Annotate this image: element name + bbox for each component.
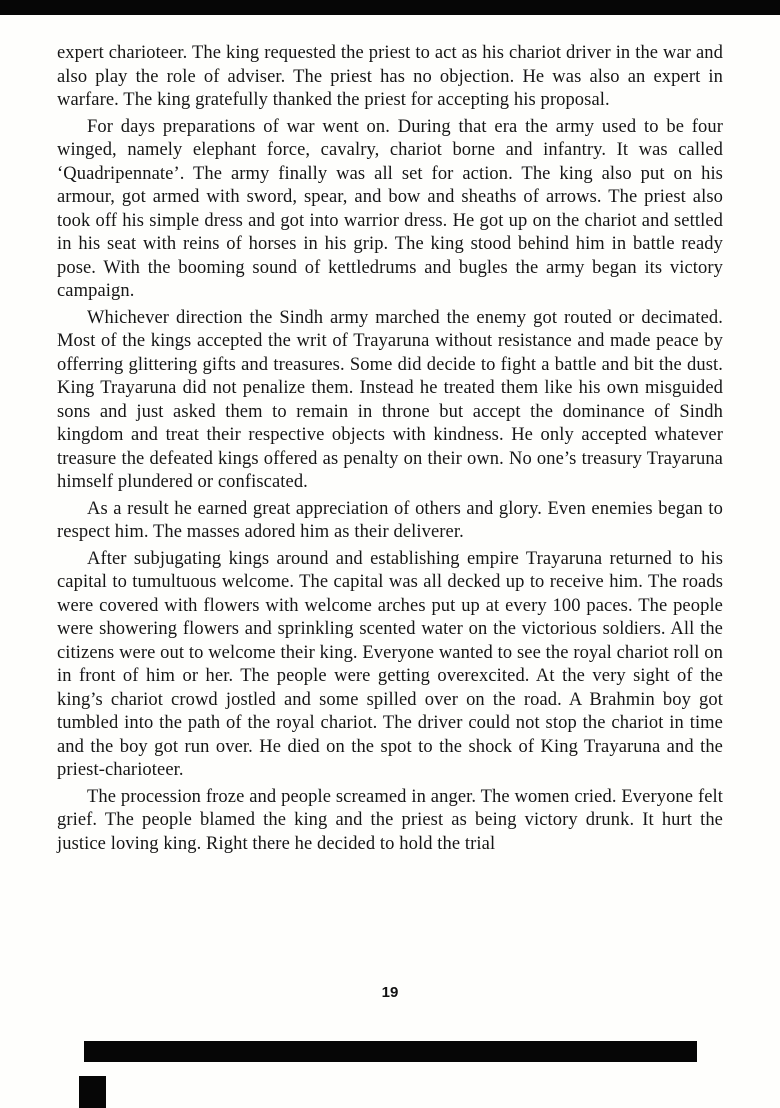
- paragraph-continuation: expert charioteer. The king requested the priest to act as his chariot driver in the war and also play the role of adviser. The priest has no objection. He was also an expert in warfare. The king gratefully thanked the priest for accepting his proposal.: [57, 43, 723, 110]
- scan-artifact-bottom-bar: [84, 1041, 697, 1062]
- paragraph: The procession froze and people screamed in anger. The women cried. Everyone felt grief. The people blamed the king and the priest as being victory drunk. It hurt the justice loving king. Right there he decided to hold the trial: [57, 786, 723, 854]
- scan-artifact-corner-mark: [79, 1076, 106, 1108]
- page-number: 19: [381, 984, 399, 1001]
- scan-artifact-top-bar: [0, 0, 780, 15]
- paragraph: After subjugating kings around and establishing empire Trayaruna returned to his capital to tumultuous welcome. The capital was all decked up to receive him. The roads were covered with flowers with welcome arches put up at every 100 paces. The people were showering flowers and sprinkling scented water on the victorious soldiers. All the citizens were out to welcome their king. Everyone wanted to see the royal chariot roll on in front of him or her. The people were getting overexcited. At the very sight of the king’s chariot crowd jostled and some spilled over on the road. A Brahmin boy got tumbled into the path of the royal chariot. The driver could not stop the chariot in time and the boy got run over. He died on the spot to the shock of King Trayaruna and the priest-charioteer.: [57, 548, 723, 780]
- paragraph: Whichever direction the Sindh army marched the enemy got routed or decimated. Most of the kings accepted the writ of Trayaruna without resistance and made peace by offerring glittering gifts and treasures. Some did decide to fight a battle and bit the dust. King Trayaruna did not penalize them. Instead he treated them like his own misguided sons and just asked them to remain in throne but accept the dominance of Sindh kingdom and treat their respective objects with kindness. He only accepted whatever treasure the defeated kings offered as penalty on their own. No one’s treasury Trayaruna himself plundered or confiscated.: [57, 307, 723, 492]
- paragraph: As a result he earned great appreciation of others and glory. Even enemies began to respect him. The masses adored him as their deliverer.: [57, 498, 723, 542]
- page-text: [57, 42, 723, 859]
- paragraph: For days preparations of war went on. During that era the army used to be four winged, namely elephant force, cavalry, chariot borne and infantry. It was called ‘Quadripennate’. The army finally was all set for action. The king also put on his armour, got armed with sword, spear, and bow and sheaths of arrows. The priest also took off his simple dress and got into warrior dress. He got up on the chariot and settled in his seat with reins of horses in his grip. The king stood behind him in battle ready pose. With the booming sound of kettledrums and bugles the army began its victory campaign.: [57, 116, 723, 301]
